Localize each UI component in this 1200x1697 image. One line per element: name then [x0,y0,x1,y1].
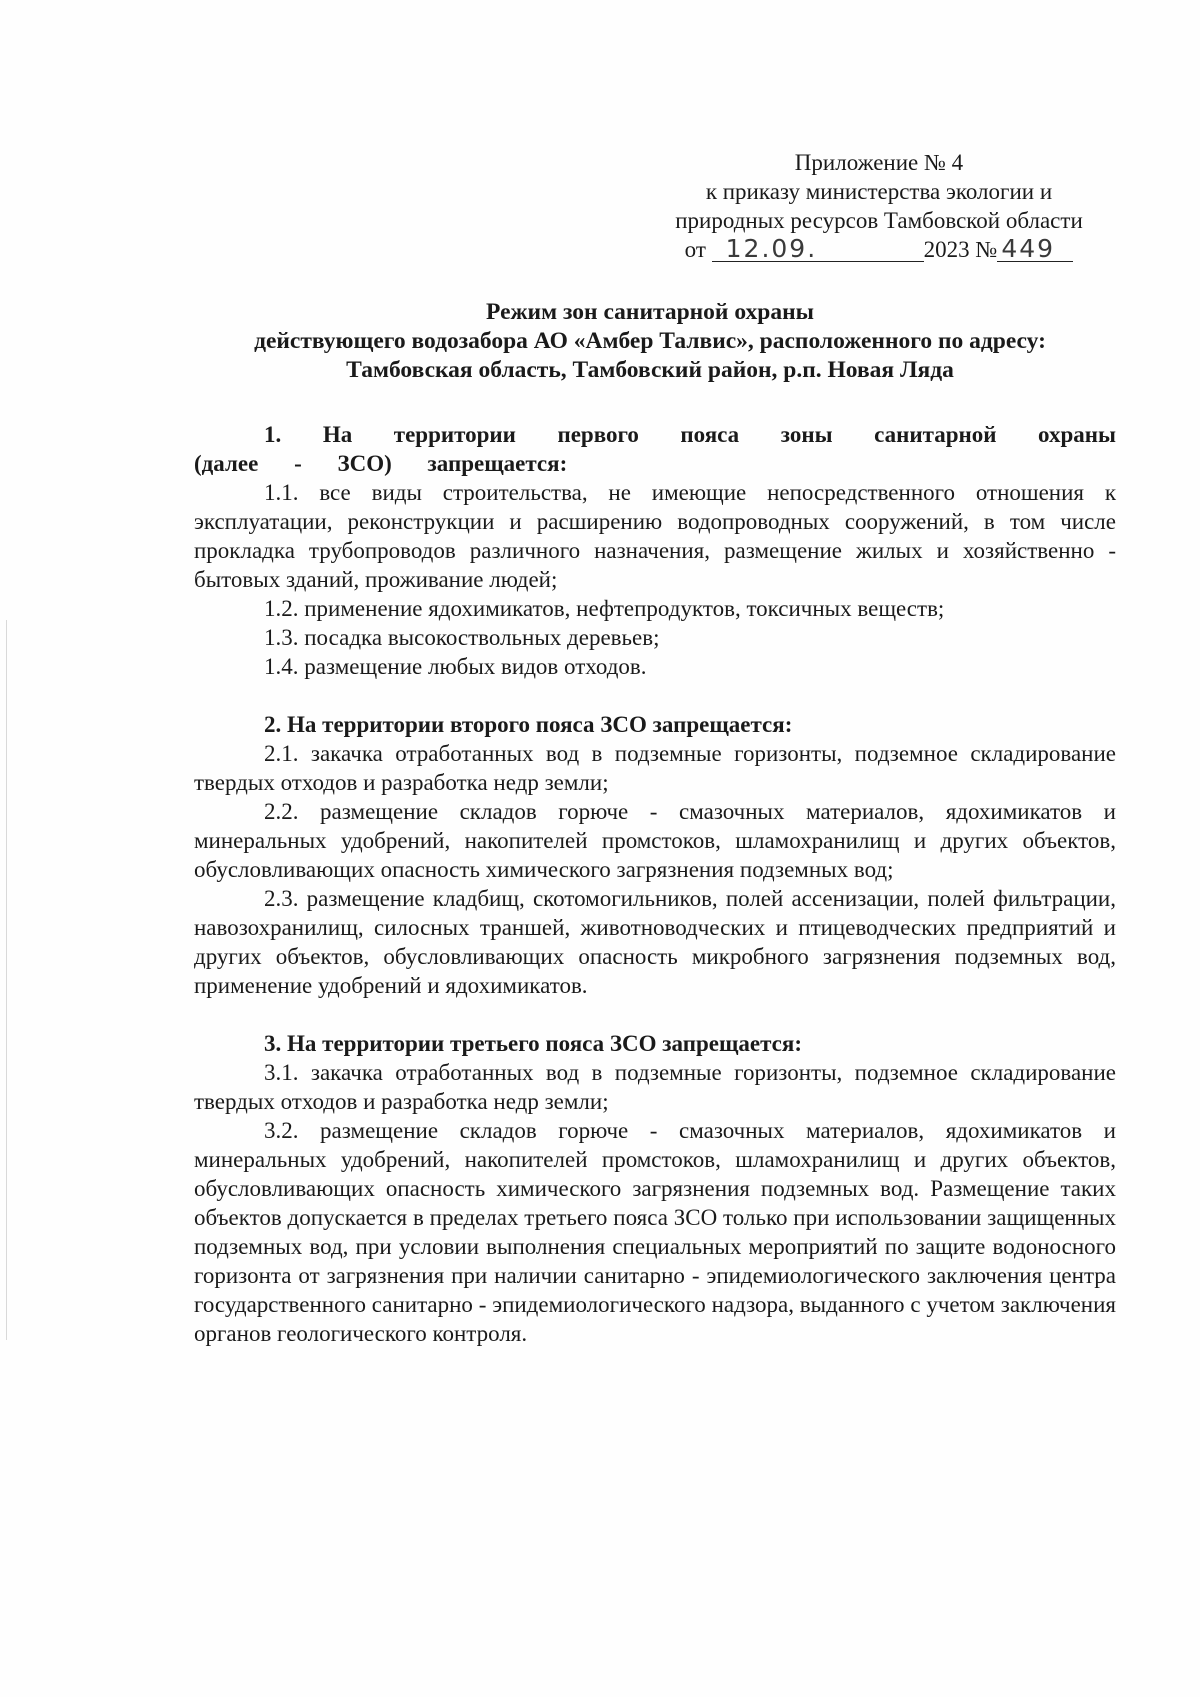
handwritten-number: 449 [997,237,1073,262]
list-item: 3.2. размещение складов горюче - смазочных материалов, ядохимикатов и минеральных удобрений, накопителей промстоков, шламохранилищ и других объектов, обусловливающих опасность химического загрязнения подземных вод. Размещение таких объектов допускается в пределах третьего пояса ЗСО только при использовании защищенных подземных вод, при условии выполнения специальных мероприятий по защите водоносного горизонта от загрязнения при наличии санитарно - эпидемиологического заключения центра государственного санитарно - эпидемиологического надзора, выданного с учетом заключения органов геологического контроля. [194,1118,1116,1346]
title-line-2: действующего водозабора АО «Амбер Талвис», расположенного по адресу: [254,328,1046,354]
list-item: 1.3. посадка высокоствольных деревьев; [264,625,660,650]
date-year: 2023 [923,237,970,262]
appendix-number: Приложение № 4 [794,150,964,175]
scan-edge [6,620,7,1340]
list-item: 1.1. все виды строительства, не имеющие непосредственного отношения к эксплуатации, реконструкции и расширению водопроводных сооружений, в том числе прокладка трубопроводов различного назначения, размещение жилых и хозяйственно - бытовых зданий, проживание людей; [194,480,1116,592]
section-1 [194,420,1116,681]
list-item: 3.1. закачка отработанных вод в подземные горизонты, подземное складирование твердых отходов и разработка недр земли; [194,1060,1116,1114]
section-heading: 3. На территории третьего пояса ЗСО запрещается: [264,1031,802,1056]
appendix-header [634,148,1124,264]
list-item: 2.1. закачка отработанных вод в подземные горизонты, подземное складирование твердых отходов и разработка недр земли; [194,741,1116,795]
list-item: 1.2. применение ядохимикатов, нефтепродуктов, токсичных веществ; [264,596,945,621]
section-heading: 2. На территории второго пояса ЗСО запрещается: [264,712,793,737]
document-title [190,298,1110,385]
section-heading: 1. На территории первого пояса зоны санитарной охраны (далее - ЗСО) запрещается: [194,422,1116,476]
appendix-ministry: природных ресурсов Тамбовской области [675,208,1083,233]
number-prefix: № [975,237,998,262]
list-item: 1.4. размещение любых видов отходов. [264,654,647,679]
list-item: 2.2. размещение складов горюче - смазочных материалов, ядохимикатов и минеральных удобрений, накопителей промстоков, шламохранилищ и других объектов, обусловливающих опасность химического загрязнения подземных вод; [194,799,1116,882]
section-2 [194,710,1116,1000]
title-line-3: Тамбовская область, Тамбовский район, р.п. Новая Ляда [346,357,954,383]
appendix-order-ref: к приказу министерства экологии и [705,179,1053,204]
title-line-1: Режим зон санитарной охраны [486,299,814,325]
document-body [194,420,1116,1377]
handwritten-date: 12.09. [712,237,924,262]
appendix-date-line [634,235,1124,264]
section-3 [194,1029,1116,1348]
list-item: 2.3. размещение кладбищ, скотомогильников, полей ассенизации, полей фильтрации, навозохранилищ, силосных траншей, животноводческих и птицеводческих предприятий и других объектов, обусловливающих опасность микробного загрязнения подземных вод, применение удобрений и ядохимикатов. [194,886,1116,998]
date-prefix: от [684,237,706,262]
